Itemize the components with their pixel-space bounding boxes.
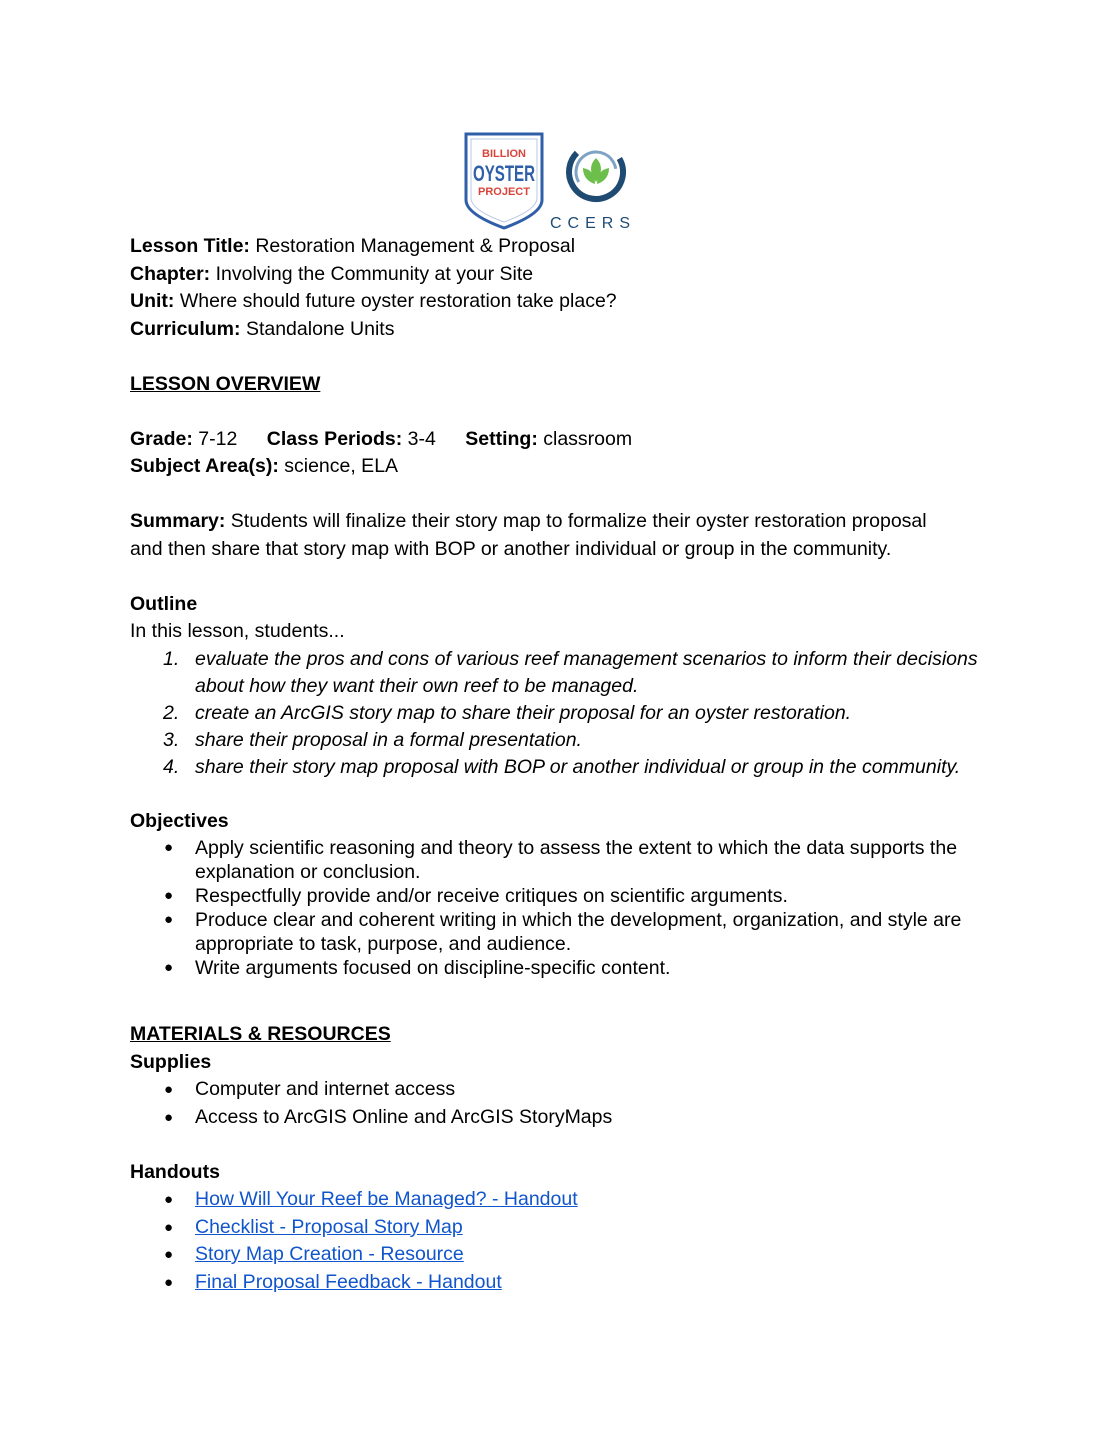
objectives-list: [130, 836, 990, 980]
header-logos: [462, 130, 642, 234]
bop-logo-line3: PROJECT: [478, 186, 530, 198]
lesson-title-label: Lesson Title:: [130, 235, 250, 257]
bullet-icon: ●: [164, 1191, 174, 1208]
outline-item-text: create an ArcGIS story map to share their proposal for an oyster restoration.: [195, 701, 852, 724]
outline-item-number: 1.: [163, 647, 180, 670]
lesson-title-row: [130, 233, 990, 261]
handout-item: [130, 1241, 990, 1269]
objective-item: [130, 884, 990, 908]
handouts-list: [130, 1186, 990, 1296]
objective-text: Produce clear and coherent writing in which the development, organization, and style are: [195, 908, 962, 931]
lesson-overview-heading: LESSON OVERVIEW: [130, 372, 321, 395]
objective-text: explanation or conclusion.: [195, 860, 421, 883]
objective-text: Write arguments focused on discipline-specific content.: [195, 956, 671, 979]
lesson-title: Restoration Management & Proposal: [255, 235, 576, 257]
outline-item-text: about how they want their own reef to be managed.: [195, 674, 639, 697]
billion-oyster-project-logo: [466, 134, 542, 228]
outline-item-text: share their story map proposal with BOP or another individual or group in the community.: [195, 755, 961, 778]
bullet-icon: ●: [164, 1081, 174, 1098]
outline-item-text: evaluate the pros and cons of various reef management scenarios to inform their decisions: [195, 647, 978, 670]
objective-item: [130, 836, 990, 884]
outline-item: [130, 646, 990, 700]
outline-item-number: 3.: [163, 728, 180, 751]
bop-logo-line1: BILLION: [482, 148, 526, 160]
supply-item: [130, 1104, 990, 1132]
grade-value: 7-12: [198, 427, 238, 450]
unit-row: [130, 288, 990, 316]
bullet-icon: ●: [164, 1273, 174, 1291]
unit-label: Unit:: [130, 290, 175, 312]
bullet-icon: ●: [164, 886, 174, 904]
supply-text: Access to ArcGIS Online and ArcGIS StoryMaps: [195, 1105, 613, 1128]
materials-resources-heading: MATERIALS & RESOURCES: [130, 1023, 391, 1045]
chapter-row: [130, 261, 990, 289]
class-periods-label: Class Periods:: [266, 427, 403, 450]
ccers-logo-text: CCERS: [549, 215, 637, 232]
objectives-heading: Objectives: [130, 810, 229, 832]
setting-value: classroom: [543, 427, 633, 450]
subject-area-row: [130, 453, 990, 481]
handout-item: [130, 1214, 990, 1242]
summary-text-2: and then share that story map with BOP or another individual or group in the community.: [130, 537, 892, 560]
handout-link-story-map-creation[interactable]: Story Map Creation - Resource: [195, 1243, 464, 1265]
bullet-icon: ●: [164, 910, 174, 928]
subject-area-value: science, ELA: [284, 455, 399, 477]
handout-link-reef-managed[interactable]: How Will Your Reef be Managed? - Handout: [195, 1188, 578, 1210]
objective-text: Respectfully provide and/or receive critiques on scientific arguments.: [195, 884, 788, 907]
bullet-icon: ●: [164, 1218, 174, 1236]
logos-svg: [462, 130, 642, 234]
unit-value: Where should future oyster restoration take place?: [179, 290, 617, 312]
chapter-value: Involving the Community at your Site: [215, 262, 534, 285]
summary-line-1: [130, 508, 990, 536]
outline-heading: Outline: [130, 592, 198, 615]
curriculum-label: Curriculum:: [130, 317, 241, 340]
summary-text-1: Students will finalize their story map to formalize their oyster restoration proposal: [230, 510, 927, 532]
outline-item: [130, 754, 990, 781]
outline-item-number: 4.: [163, 755, 180, 778]
objective-text: appropriate to task, purpose, and audience.: [195, 932, 572, 955]
outline-item: [130, 700, 990, 727]
handouts-heading: Handouts: [130, 1160, 220, 1183]
curriculum-row: [130, 316, 990, 344]
grade-label: Grade:: [130, 427, 193, 450]
supplies-heading: Supplies: [130, 1050, 212, 1073]
bullet-icon: ●: [164, 1108, 174, 1126]
bullet-icon: ●: [164, 1246, 174, 1263]
handout-link-checklist[interactable]: Checklist - Proposal Story Map: [195, 1215, 463, 1238]
handout-item: [130, 1186, 990, 1214]
supply-text: Computer and internet access: [195, 1078, 456, 1100]
handout-item: [130, 1269, 990, 1297]
bop-logo-line2: OYSTER: [473, 161, 536, 186]
bullet-icon: ●: [164, 958, 174, 976]
curriculum-value: Standalone Units: [245, 317, 395, 340]
objective-text: Apply scientific reasoning and theory to assess the extent to which the data supports the: [195, 836, 958, 859]
grade-periods-setting-row: [130, 426, 990, 454]
handout-link-final-feedback[interactable]: Final Proposal Feedback - Handout: [195, 1270, 502, 1293]
outline-list: [130, 646, 990, 781]
outline-item-text: share their proposal in a formal presentation.: [195, 728, 582, 751]
class-periods-value: 3-4: [407, 427, 436, 450]
outline-item: [130, 727, 990, 754]
outline-item-number: 2.: [163, 701, 180, 724]
objective-item: [130, 908, 990, 956]
summary-label: Summary:: [130, 510, 226, 532]
chapter-label: Chapter:: [130, 262, 211, 285]
ccers-logo: [550, 135, 636, 232]
outline-intro: In this lesson, students...: [130, 620, 345, 642]
subject-area-label: Subject Area(s):: [130, 455, 279, 477]
supplies-list: [130, 1076, 990, 1131]
setting-label: Setting:: [465, 427, 538, 450]
objective-item: [130, 956, 990, 980]
lesson-document: [130, 233, 990, 1296]
supply-item: [130, 1076, 990, 1104]
bullet-icon: ●: [164, 838, 174, 856]
